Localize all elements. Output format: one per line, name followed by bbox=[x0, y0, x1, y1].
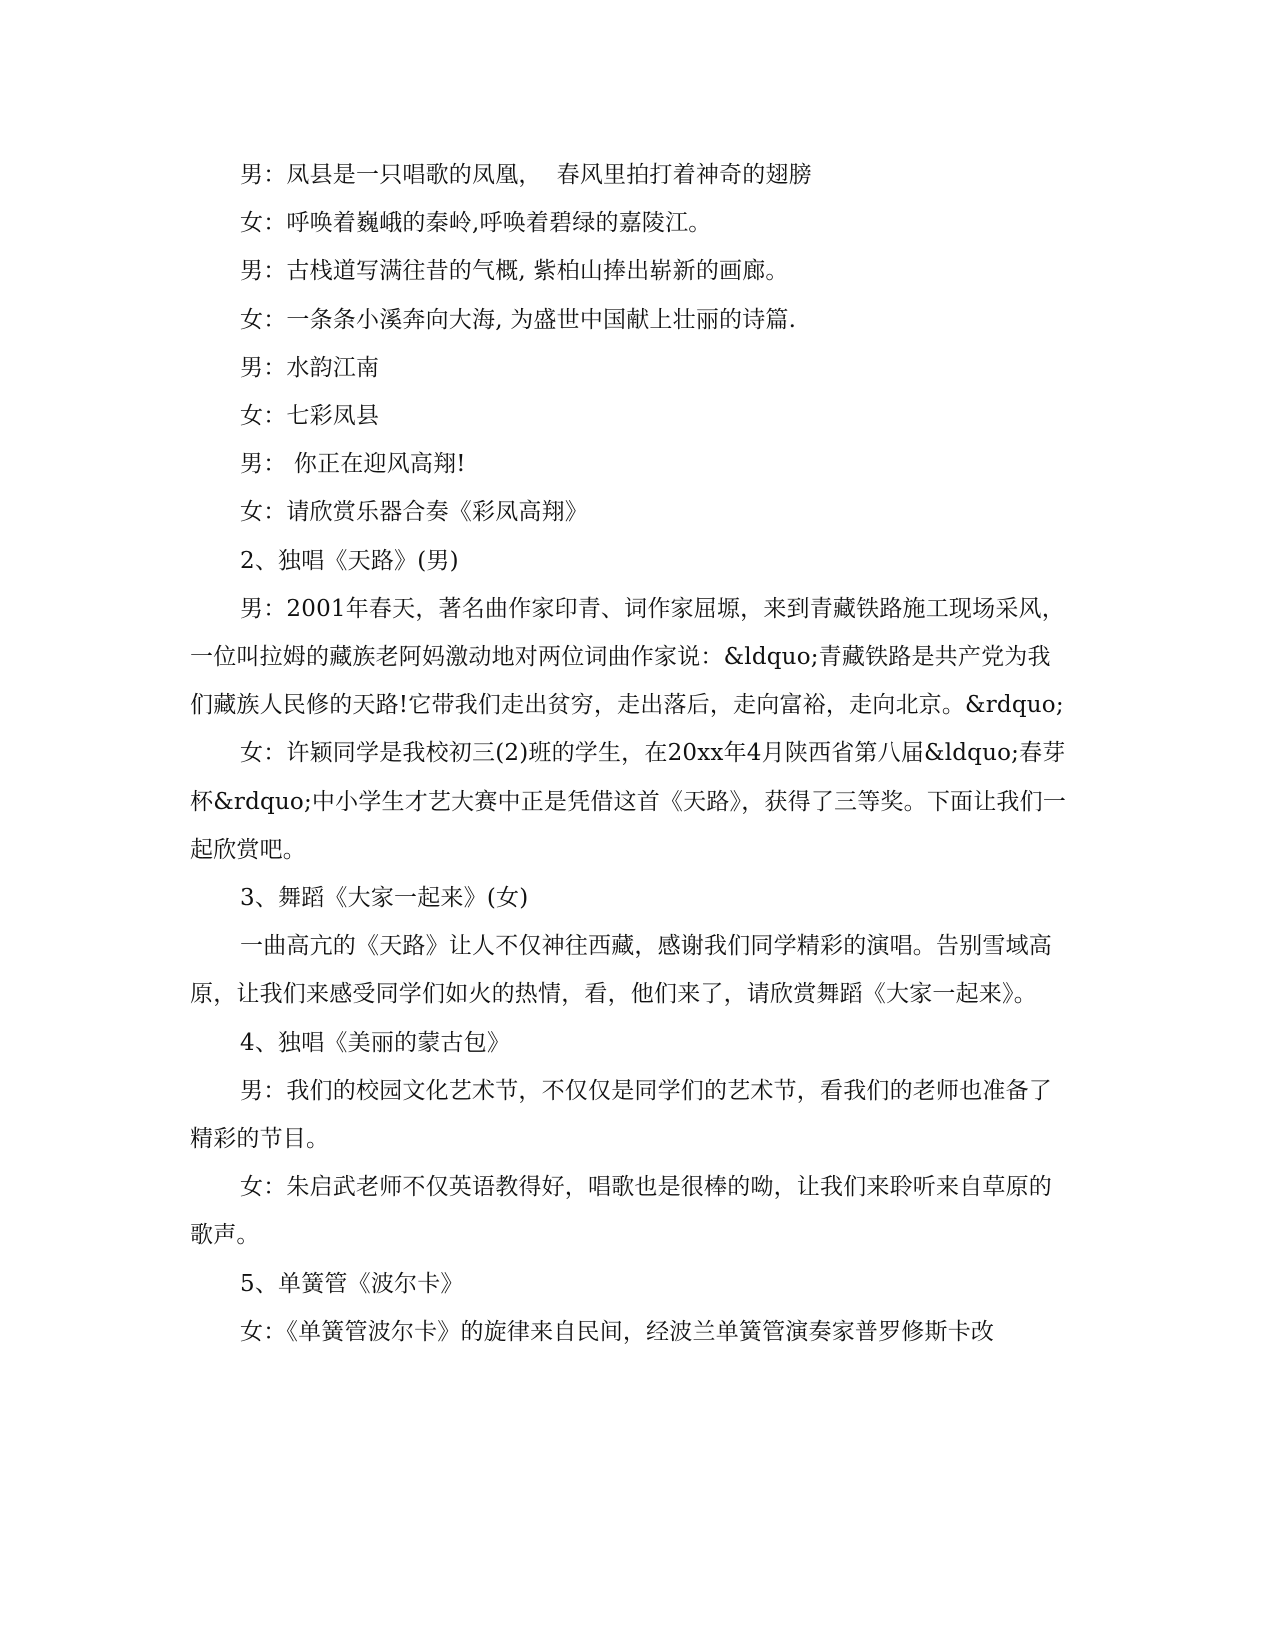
document-body bbox=[190, 151, 1070, 1356]
paragraph: 女：七彩凤县 bbox=[240, 403, 380, 430]
paragraph: 女：呼唤着巍峨的秦岭,呼唤着碧绿的嘉陵江。 bbox=[240, 210, 712, 237]
section-heading: 5、单簧管《波尔卡》 bbox=[240, 1270, 464, 1297]
paragraph: 男：我们的校园文化艺术节，不仅仅是同学们的艺术节，看我们的老师也准备了精彩的节目。 bbox=[190, 1077, 1052, 1153]
paragraph: 女：许颖同学是我校初三(2)班的学生，在20xx年4月陕西省第八届&ldquo;春芽杯&rdquo;中小学生才艺大赛中正是凭借这首《天路》，获得了三等奖。下面让我们一起欣赏吧。 bbox=[190, 740, 1067, 863]
section-heading: 3、舞蹈《大家一起来》(女) bbox=[240, 885, 529, 912]
paragraph: 男：凤县是一只唱歌的凤凰， 春风里拍打着神奇的翅膀 bbox=[240, 162, 812, 188]
paragraph: 男：古栈道写满往昔的气概, 紫柏山捧出崭新的画廊。 bbox=[240, 258, 789, 285]
paragraph: 女：朱启武老师不仅英语教得好，唱歌也是很棒的呦，让我们来聆听来自草原的歌声。 bbox=[190, 1174, 1052, 1249]
paragraph: 男：水韵江南 bbox=[240, 354, 380, 381]
section-heading: 2、独唱《天路》(男) bbox=[240, 547, 459, 574]
paragraph: 女：请欣赏乐器合奏《彩凤高翔》 bbox=[240, 499, 588, 526]
paragraph: 男： 你正在迎风高翔! bbox=[240, 451, 466, 478]
paragraph: 女：一条条小溪奔向大海, 为盛世中国献上壮丽的诗篇. bbox=[240, 306, 797, 333]
paragraph: 男：2001年春天，著名曲作家印青、词作家屈塬，来到青藏铁路施工现场采风，一位叫拉姆的藏族老阿妈激动地对两位词曲作家说：&ldquo;青藏铁路是共产党为我们藏族人民修的天路!它带我们走出贫穷，走出落后，走向富裕，走向北京。&rdquo; bbox=[190, 595, 1065, 719]
paragraph: 女：《单簧管波尔卡》的旋律来自民间，经波兰单簧管演奏家普罗修斯卡改 bbox=[240, 1318, 995, 1345]
paragraph: 一曲高亢的《天路》让人不仅神往西藏，感谢我们同学精彩的演唱。告别雪域高原，让我们来感受同学们如火的热情，看，他们来了，请欣赏舞蹈《大家一起来》。 bbox=[190, 933, 1052, 1008]
section-heading: 4、独唱《美丽的蒙古包》 bbox=[240, 1029, 511, 1056]
